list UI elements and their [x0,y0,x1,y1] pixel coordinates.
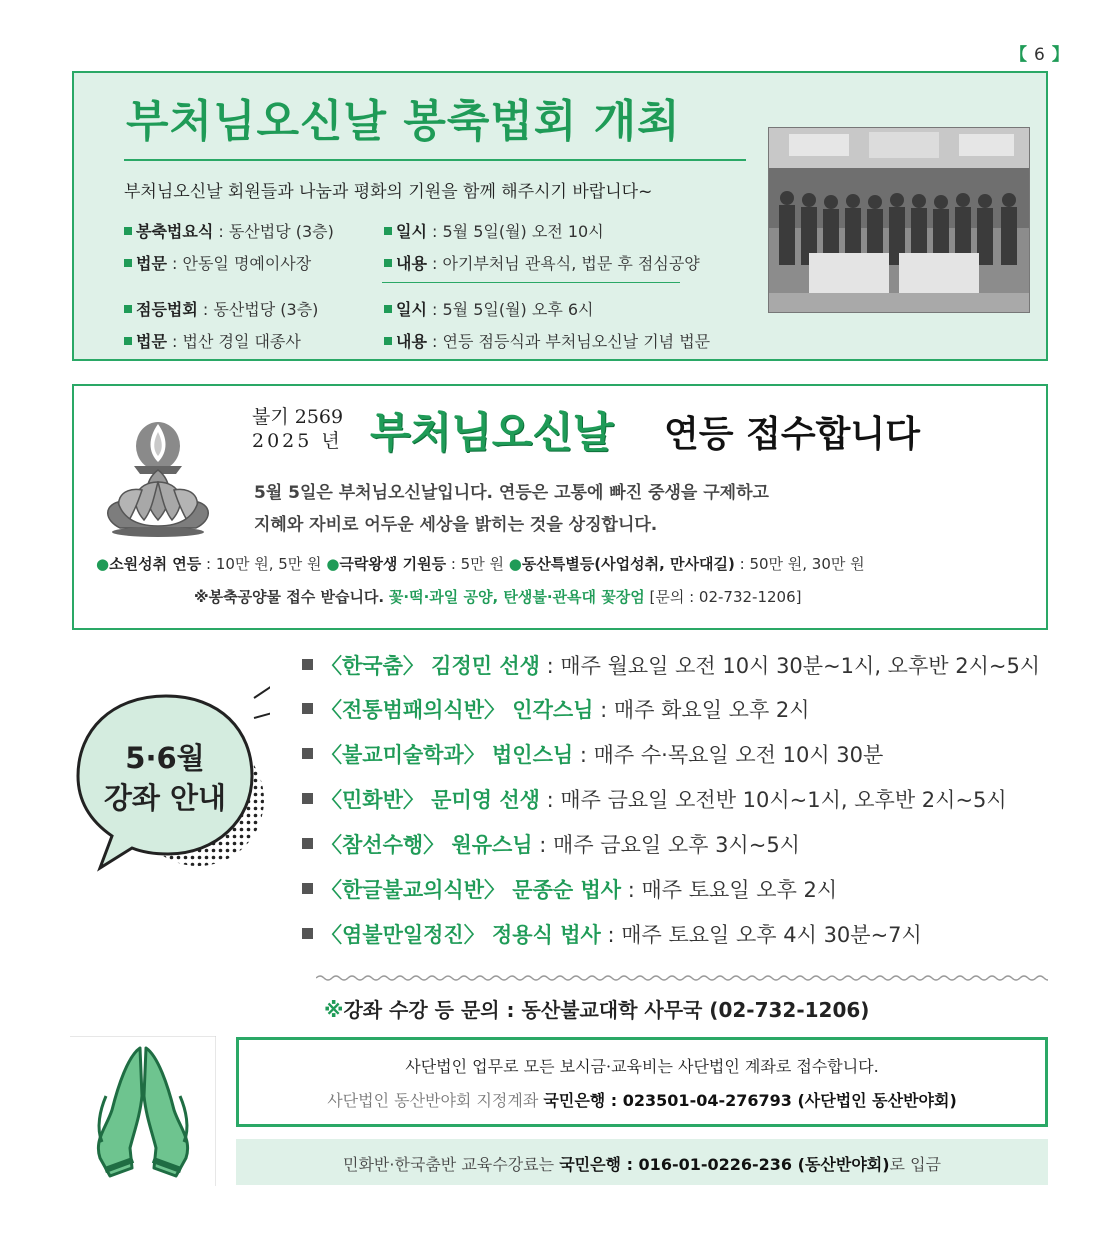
bullet-icon [384,337,392,345]
lecture-item: 〈전통범패의식반〉 인각스님 : 매주 화요일 오후 2시 [302,694,810,724]
lecture-badge-line1: 5·6월 [125,741,205,775]
lantern-description-line2: 지혜와 자비로 어두운 세상을 밝히는 것을 상징합니다. [254,515,658,535]
lecture-item: 〈민화반〉 문미영 선생 : 매주 금요일 오전반 10시~1시, 오후반 2시~5시 [302,784,1007,814]
bullet-icon [124,305,132,313]
event-divider [382,282,680,283]
lecture-contact: ※강좌 수강 등 문의 : 동산불교대학 사무국 (02-732-1206) [324,998,870,1022]
square-bullet-icon [302,748,313,759]
square-bullet-icon [302,793,313,804]
ceremony-subtitle: 부처님오신날 회원들과 나눔과 평화의 기원을 함께 해주시기 바랍니다~ [124,182,653,202]
event1-row2-left: 법문 : 안동일 명예이사장 [124,251,311,274]
bullet-icon [124,227,132,235]
tuition-account-box [236,1139,1048,1185]
bullet-icon [384,227,392,235]
bullet-icon [384,305,392,313]
lantern-title-highlight: 부처님오신날 [370,408,614,457]
event1-row1-left: 봉축법요식 : 동산법당 (3층) [124,219,334,242]
event2-row2-right: 내용 : 연등 점등식과 부처님오신날 기념 법문 [384,329,710,352]
event2-row2-left: 법문 : 법산 경일 대종사 [124,329,301,352]
tuition-account-details: 민화반·한국춤반 교육수강료는 국민은행 : 016-01-0226-236 (동산반야회)로 입금 [342,1155,942,1174]
bullet-dot-icon: ● [508,555,522,573]
title-divider [124,159,746,161]
bullet-icon [124,337,132,345]
lecture-item: 〈불교미술학과〉 법인스님 : 매주 수·목요일 오전 10시 30분 [302,739,883,769]
lotus-lantern-icon [98,406,218,538]
lecture-item: 〈참선수행〉 원유스님 : 매주 금요일 오후 3시~5시 [302,829,800,859]
lecture-item: 〈염불만일정진〉 정용식 법사 : 매주 토요일 오후 4시 30분~7시 [302,919,922,949]
square-bullet-icon [302,883,313,894]
lecture-badge [70,672,270,904]
buddha-birthday-ceremony-panel [72,71,1048,361]
bullet-icon [124,259,132,267]
lantern-description-line1: 5월 5일은 부처님오신날입니다. 연등은 고통에 빠진 중생을 구제하고 [254,483,769,503]
event2-row1-right: 일시 : 5월 5일(월) 오후 6시 [384,297,594,320]
lantern-title: 연등 접수합니다 [664,414,920,455]
square-bullet-icon [302,659,313,670]
square-bullet-icon [302,928,313,939]
page-number: 【 6 】 [1010,45,1070,65]
lantern-registration-panel [72,384,1048,630]
event2-row1-left: 점등법회 : 동산법당 (3층) [124,297,318,320]
lecture-item: 〈한국춤〉 김정민 선생 : 매주 월요일 오전 10시 30분~1시, 오후반 2시~5시 [302,650,1040,680]
gregorian-year: 2025 년 [252,430,343,452]
wavy-divider [316,968,1048,978]
bullet-dot-icon: ● [326,555,340,573]
designated-account-box [236,1037,1048,1127]
account-notice: 사단법인 업무로 모든 보시금·교육비는 사단법인 계좌로 접수합니다. [405,1057,879,1076]
lantern-price-list: ●소원성취 연등 : 10만 원, 5만 원 ●극락왕생 기원등 : 5만 원 ●동산특별등(사업성취, 만사대길) : 50만 원, 30만 원 [96,555,865,573]
square-bullet-icon [302,703,313,714]
lecture-badge-line2: 강좌 안내 [103,781,227,815]
event1-row2-right: 내용 : 아기부처님 관욕식, 법문 후 점심공양 [384,251,700,274]
buddhist-year: 불기 2569 [252,406,344,428]
praying-hands-icon [70,1036,216,1186]
ceremony-group-photo [768,127,1030,313]
lecture-item: 〈한글불교의식반〉 문종순 법사 : 매주 토요일 오후 2시 [302,874,837,904]
account-details: 사단법인 동산반야회 지정계좌 국민은행 : 023501-04-276793 (사단법인 동산반야회) [327,1091,957,1110]
ceremony-title: 부처님오신날 봉축법회 개최 [126,96,681,147]
bullet-icon [384,259,392,267]
offering-note: ※봉축공양물 접수 받습니다. 꽃·떡·과일 공양, 탄생불·관욕대 꽃장엄 [문의 : 02-732-1206] [194,588,802,606]
event1-row1-right: 일시 : 5월 5일(월) 오전 10시 [384,219,604,242]
bullet-dot-icon: ● [96,555,110,573]
square-bullet-icon [302,838,313,849]
